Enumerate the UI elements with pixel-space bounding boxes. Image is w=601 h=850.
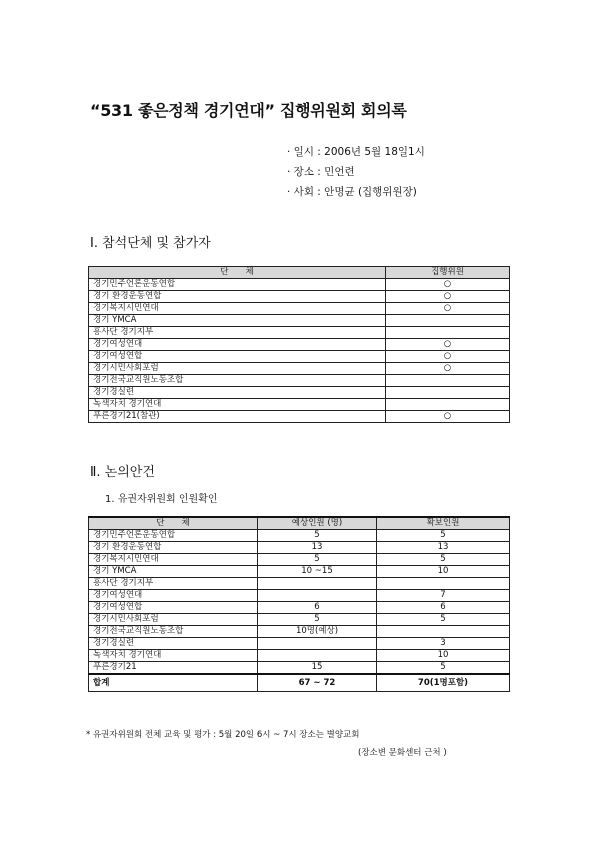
committee-mark-cell [386,375,510,387]
table-row [89,279,510,291]
table-row [89,530,510,542]
committee-mark-cell: ○ [386,303,510,315]
group-name-cell: 경기경실련 [89,638,258,650]
group-name-cell: 경기여성연합 [89,602,258,614]
expected-count-cell [258,638,377,650]
expected-count-cell: 15 [258,662,377,675]
table-row [89,411,510,423]
group-name-cell: 경기여성연합 [89,351,386,363]
group-name-cell: 녹색자치 경기연대 [89,399,386,411]
committee-mark-cell [386,327,510,339]
group-name-cell: 푸른경기21 [89,662,258,675]
expected-count-cell: 67 ~ 72 [258,674,377,692]
group-name-cell: 푸른경기21(참관) [89,411,386,423]
group-name-cell: 경기복지시민연대 [89,554,258,566]
column-header-expected: 예상인원 (명) [258,517,377,530]
committee-mark-cell: ○ [386,339,510,351]
section2-heading: Ⅱ. 논의안건 [90,465,155,480]
table-row [89,554,510,566]
expected-count-cell: 5 [258,554,377,566]
committee-mark-cell [386,387,510,399]
group-name-cell: 흥사단 경기지부 [89,578,258,590]
note-line-1: * 유권자위원회 전체 교육 및 평가 : 5월 20일 6시 ~ 7시 장소는 별양교회 [86,730,360,740]
group-name-cell: 경기민주언론운동연합 [89,279,386,291]
note-line-2: (장소변 문화센터 근처 ) [358,748,447,758]
secured-count-cell: 5 [377,554,510,566]
expected-count-cell [258,578,377,590]
expected-count-cell: 5 [258,614,377,626]
expected-count-cell [258,590,377,602]
table-row [89,662,510,675]
group-name-cell: 경기민주언론운동연합 [89,530,258,542]
table-row [89,387,510,399]
table-row [89,590,510,602]
expected-count-cell [258,650,377,662]
expected-count-cell: 10 ~15 [258,566,377,578]
meeting-place: · 장소 : 민언련 [287,166,355,178]
secured-count-cell: 7 [377,590,510,602]
group-name-cell: 경기전국교직원노동조합 [89,375,386,387]
column-header-group: 단 체 [89,517,258,530]
group-name-cell: 경기시민사회포럼 [89,614,258,626]
group-name-cell: 흥사단 경기지부 [89,327,386,339]
secured-count-cell [377,578,510,590]
meeting-chair: · 사회 : 안명균 (집행위원장) [287,186,417,198]
secured-count-cell: 5 [377,530,510,542]
table-row [89,626,510,638]
table-header-row [89,267,510,279]
secured-count-cell: 5 [377,662,510,675]
table-row [89,291,510,303]
committee-mark-cell [386,315,510,327]
table-header-row [89,517,510,530]
meeting-info [287,142,425,202]
table-row [89,638,510,650]
group-name-cell: 경기경실련 [89,387,386,399]
secured-count-cell: 10 [377,566,510,578]
secured-count-cell [377,626,510,638]
expected-count-cell: 6 [258,602,377,614]
secured-count-cell: 13 [377,542,510,554]
committee-mark-cell: ○ [386,363,510,375]
table-row [89,327,510,339]
group-name-cell: 경기여성연대 [89,339,386,351]
table-row [89,363,510,375]
total-label-cell: 합계 [89,674,258,692]
expected-count-cell: 13 [258,542,377,554]
expected-count-cell: 5 [258,530,377,542]
group-name-cell: 경기 환경운동연합 [89,291,386,303]
section2-subheading: 1. 유권자위원회 인원확인 [105,494,218,505]
committee-mark-cell: ○ [386,411,510,423]
table-row [89,303,510,315]
table-row [89,650,510,662]
secured-count-cell: 6 [377,602,510,614]
table-row [89,614,510,626]
table-row [89,542,510,554]
table-row [89,375,510,387]
committee-mark-cell: ○ [386,351,510,363]
expected-count-cell: 10명(예상) [258,626,377,638]
secured-count-cell: 70(1명포함) [377,674,510,692]
group-name-cell: 경기 YMCA [89,566,258,578]
column-header-secured: 확보인원 [377,517,510,530]
table-row [89,566,510,578]
group-name-cell: 경기여성연대 [89,590,258,602]
committee-mark-cell: ○ [386,291,510,303]
section1-heading: Ⅰ. 참석단체 및 참가자 [90,236,211,251]
meeting-date: · 일시 : 2006년 5월 18일1시 [287,146,425,158]
committee-mark-cell [386,399,510,411]
group-name-cell: 경기 YMCA [89,315,386,327]
attendees-table [88,266,510,423]
table-row [89,602,510,614]
total-row [89,674,510,692]
group-name-cell: 경기시민사회포럼 [89,363,386,375]
group-name-cell: 경기 환경운동연합 [89,542,258,554]
group-name-cell: 녹색자치 경기연대 [89,650,258,662]
column-header-committee: 집행위원 [386,267,510,279]
table-row [89,339,510,351]
group-name-cell: 경기복지시민연대 [89,303,386,315]
table-row [89,315,510,327]
secured-count-cell: 3 [377,638,510,650]
secured-count-cell: 10 [377,650,510,662]
table-row [89,351,510,363]
table-row [89,399,510,411]
committee-mark-cell: ○ [386,279,510,291]
column-header-group: 단 체 [89,267,386,279]
document-title: “531 좋은정책 경기연대” 집행위원회 회의록 [90,101,407,120]
voter-committee-table [88,516,510,692]
secured-count-cell: 5 [377,614,510,626]
group-name-cell: 경기전국교직원노동조합 [89,626,258,638]
table-row [89,578,510,590]
